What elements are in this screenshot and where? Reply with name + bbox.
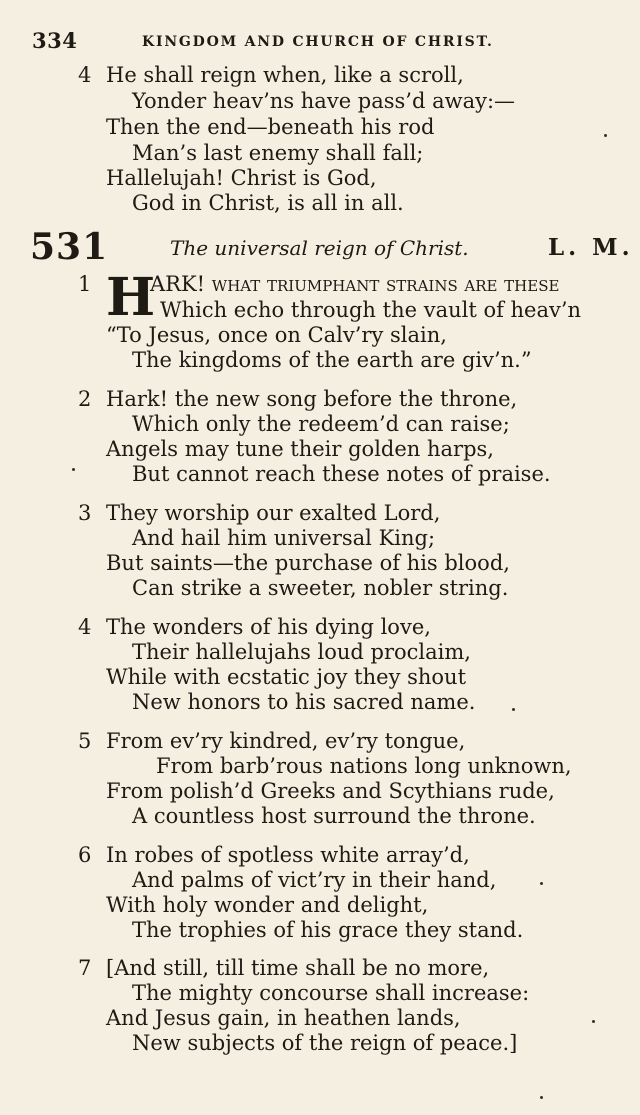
line-text: New subjects of the reign of peace.] (132, 1031, 518, 1055)
ink-speck (72, 468, 75, 471)
line-text: Hallelujah! Christ is God, (106, 166, 377, 190)
hymn-heading (0, 228, 640, 268)
line-text: And Jesus gain, in heathen lands, (106, 1006, 461, 1030)
ink-speck (512, 708, 515, 711)
line-text: In robes of spotless white array’d, (106, 843, 470, 867)
hymn-number: 531 (30, 226, 109, 268)
ink-speck (604, 134, 607, 137)
line-text: But cannot reach these notes of praise. (132, 462, 551, 486)
stanza-number: 1 (78, 272, 92, 296)
hymn-title: The universal reign of Christ. (170, 236, 469, 260)
stanza-number: 4 (78, 63, 92, 87)
line-text: Their hallelujahs loud proclaim, (132, 640, 471, 664)
ink-speck (540, 882, 543, 885)
line-text: “To Jesus, once on Calv’ry slain, (106, 323, 447, 347)
line-text: And palms of vict’ry in their hand, (132, 868, 497, 892)
line-text: They worship our exalted Lord, (106, 501, 441, 525)
line-text: A countless host surround the throne. (132, 804, 536, 828)
line-text: Angels may tune their golden harps, (106, 437, 494, 461)
line-text: The wonders of his dying love, (106, 615, 431, 639)
line-text: He shall reign when, like a scroll, (106, 63, 464, 87)
line-text: From barb’rous nations long unknown, (156, 754, 572, 778)
stanza-number: 4 (78, 615, 92, 639)
stanza-number: 7 (78, 956, 92, 980)
stanza-number: 2 (78, 387, 92, 411)
stanza-number: 5 (78, 729, 92, 753)
stanza-number: 6 (78, 843, 92, 867)
line-text: While with ecstatic joy they shout (106, 665, 467, 689)
line-text: Yonder heav’ns have pass’d away:— (132, 89, 516, 113)
line-text: Which only the redeem’d can raise; (132, 412, 510, 436)
line-text: ARK! what triumphant strains are these (150, 272, 560, 296)
line-text: [And still, till time shall be no more, (106, 956, 490, 980)
hymn-meter: L. M. (548, 234, 634, 261)
line-text: Which echo through the vault of heav’n (160, 298, 582, 322)
stanza-number: 3 (78, 501, 92, 525)
line-text: With holy wonder and delight, (106, 893, 429, 917)
line-text: New honors to his sacred name. (132, 690, 476, 714)
line-text: The mighty concourse shall increase: (132, 981, 530, 1005)
line-text: But saints—the purchase of his blood, (106, 551, 510, 575)
line-text: Man’s last enemy shall fall; (132, 141, 424, 165)
line-text: The trophies of his grace they stand. (132, 918, 524, 942)
line-text: Can strike a sweeter, nobler string. (132, 576, 509, 600)
line-text: From ev’ry kindred, ev’ry tongue, (106, 729, 466, 753)
line-text: The kingdoms of the earth are giv’n.” (132, 348, 532, 372)
page-header (30, 28, 610, 54)
line-text: And hail him universal King; (132, 526, 436, 550)
line-text: From polish’d Greeks and Scythians rude, (106, 779, 555, 803)
ink-speck (540, 1096, 543, 1099)
running-title: KINGDOM AND CHURCH OF CHRIST. (142, 34, 494, 50)
ink-speck (592, 1020, 595, 1023)
line-text: Hark! the new song before the throne, (106, 387, 518, 411)
line-text: God in Christ, is all in all. (132, 191, 404, 215)
line-text: Then the end—beneath his rod (106, 115, 435, 139)
page-number: 334 (32, 28, 78, 53)
drop-cap: H (106, 267, 156, 328)
